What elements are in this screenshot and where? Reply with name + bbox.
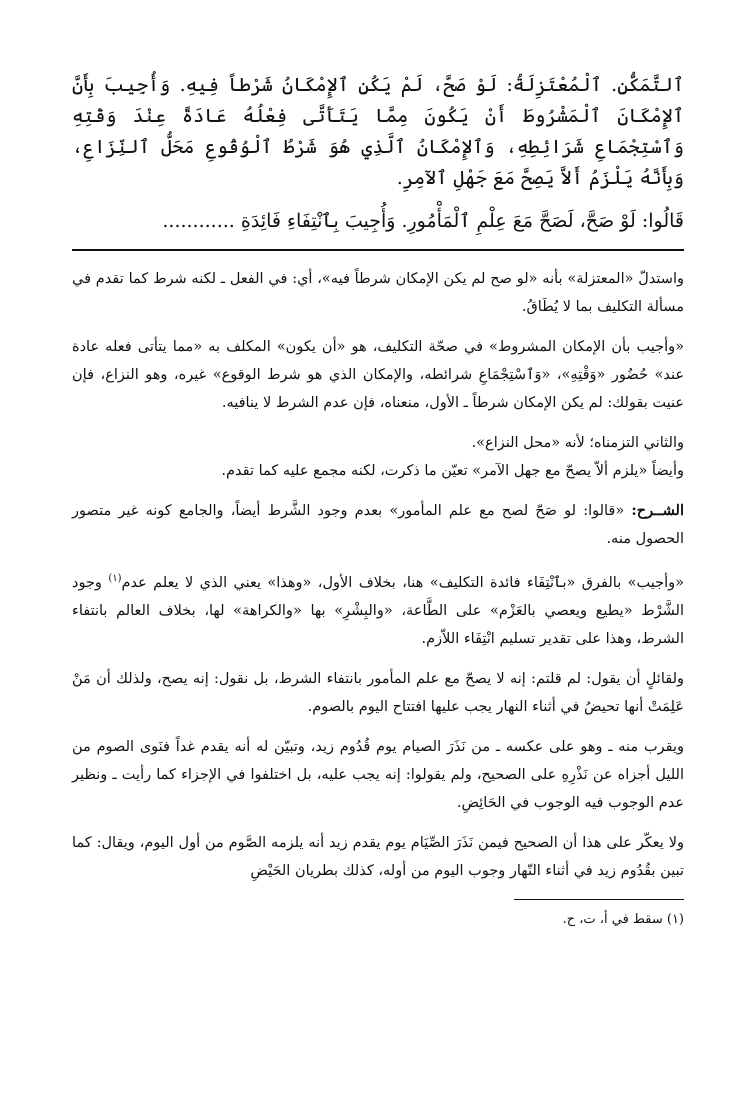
sharh-paragraph-5: [72, 565, 684, 653]
sharh-paragraph-5-after: وجود الشَّرْط «يطيع ويعصي بالعَزْم» على الطَّاعة، «والبِشْرِ» بها «والكراهة» لها، بخلاف العالم بانتفاء الشرط، وهذا على تقدير تسليم انْتِفَاء اللاّزم.: [72, 574, 684, 647]
sharh-paragraph-3b: وأيضاً «يلزم ألاّ يصحّ مع جهل الآمر» تعيّن ما ذكرت، لكنه مجمع عليه كما تقدم.: [221, 463, 684, 479]
matn-text-block: [72, 70, 684, 237]
footnote-separator-rule: [514, 899, 684, 900]
footnote: (١) سقط في أ، ت، ح.: [562, 911, 684, 927]
matn-paragraph: ٱلتَّمَكُّنِ. ٱلْمُعْتَزِلَةُ: لَوْ صَحَّ، لَمْ يَكُنِ ٱلإِمْكَانُ شَرْطاً فِيهِ. وَأُجِيبَ بِأَنَّ ٱلإِمْكَانَ ٱلْمَشْرُوطَ أَنْ يَكُونَ مِمَّا يَتَأَتَّى فِعْلُهُ عَادَةً عِنْدَ وَقْتِهِ وَٱسْتِجْمَاعِ شَرَائِطِهِ، وَٱلإِمْكَانُ ٱلَّذِي هُوَ شَرْطُ ٱلْوُقُوعِ مَحَلُّ ٱلنِّزَاعِ، وَبِأَنَّهُ يَلْزَمُ أَلاَّ يَصِحَّ مَعَ جَهْلِ ٱلآمِرِ.: [72, 74, 684, 189]
matn-separator-rule: [72, 249, 684, 251]
sharh-paragraph-8: ولا يعكّر على هذا أن الصحيح فيمن نَذَرَ الصِّيَام يوم يقدم زيد أنه يلزمه الصَّوم من أول اليوم، ويقال: كما تبين بقُدُوم زيد في أثناء النّهار وجوب اليوم من أوله، كذلك بطريان الحَيْضِ: [72, 834, 684, 879]
ellipsis-dots: ............: [162, 210, 235, 232]
sharh-paragraph-4-text: «قالوا: لو صَحّ لصح مع علم المأمور» بعدم وجود الشَّرط أيضاً، والجامع كونه غير متصور الحصول منه.: [72, 503, 684, 547]
sharh-paragraph-4: [72, 497, 684, 553]
sharh-paragraph-3a: والثاني التزمناه؛ لأنه «محل النزاع».: [471, 435, 684, 451]
matn-qalu-line: [72, 206, 684, 237]
matn-qalu-text: قَالُوا: لَوْ صَحَّ، لَصَحَّ مَعَ عِلْمِ ٱلْمَأْمُورِ. وَأُجِيبَ بِٱنْتِفَاءِ فَائِدَةِ: [240, 210, 684, 232]
sharh-paragraph-6: ولقائلٍ أن يقول: لم قلتم: إنه لا يصحّ مع علم المأمور بانتفاء الشرط، بل نقول: إنه يصح، ولذلك أن مَنْ عَلِمَتْ أنها تحيضُ في أثناء النهار يجب عليها افتتاح اليوم بالصوم.: [72, 670, 684, 715]
sharh-paragraph-7: ويقرب منه ـ وهو على عكسه ـ من نَذَرَ الصيام يوم قُدُوم زيد، وتبيّن له أنه يقدم غداً فنَوى الصوم من الليل أجزاه عن نَذْرِهِ على الصحيح، ولم يقولوا: إنه يجب عليه، بل اختلفوا في الإجزاء كما رأيت ـ ونظير عدم الوجوب فيه الوجوب في الحَائِضِ.: [72, 738, 684, 811]
footnote-marker[interactable]: (١): [108, 573, 122, 584]
sharh-paragraph-5-before: «وأجيب» بالفرق «بٱنْتِفَاء فائدة التكليف» هنا، بخلاف الأول، «وهذا» يعني الذي لا يعلم عدم: [121, 574, 684, 591]
sharh-label: الشــرح:: [631, 502, 684, 519]
sharh-commentary-block: [72, 265, 684, 885]
sharh-paragraph-2: «وأجيب بأن الإمكان المشروط» في صحّة التكليف، هو «أن يكون» المكلف به «مما يتأتى فعله عادة عند» حُضُور «وَقْتِهِ»، «وَٱسْتِجْمَاعِ شرائطه، والإمكان الذي هو شرط الوقوع» غيره، وهو النزاع، فإن عنيت بقولك: لم يكن الإمكان شرطاً ـ الأول، منعناه، فإن عدم الشرط لا ينافيه.: [72, 339, 684, 411]
sharh-paragraph-1: واستدلّ «المعتزلة» بأنه «لو صح لم يكن الإمكان شرطاً فيه»، أي: في الفعل ـ لكنه شرط كما تقدم في مسألة التكليف بما لا يُطَاقُ.: [72, 271, 684, 315]
